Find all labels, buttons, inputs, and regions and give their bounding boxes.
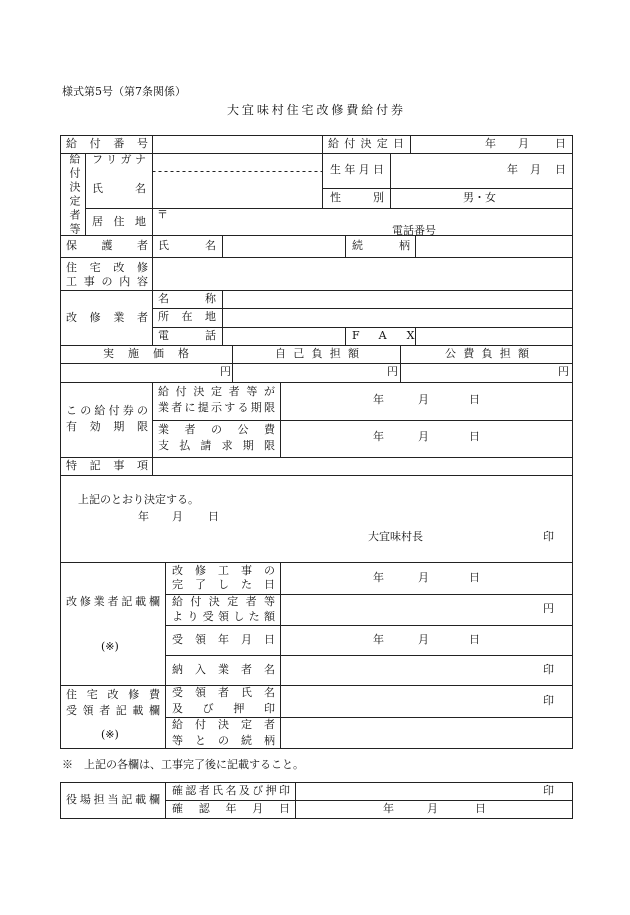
contractor-phone-label: 電話 <box>158 329 216 342</box>
office-label: 役場担当記載欄 <box>66 793 160 806</box>
receipt-year: 年 <box>373 633 384 646</box>
self-pay-label: 自己負担額 <box>275 347 359 360</box>
received-amount-line2: より受領した額 <box>172 610 275 623</box>
issuer-name: 大宜味村長 <box>368 530 423 543</box>
decision-day: 日 <box>208 510 219 523</box>
validity-label-line1: この給付券の <box>66 404 148 417</box>
contractor-label: 改修業者 <box>66 311 148 324</box>
guardian-relation-label: 続柄 <box>352 239 410 252</box>
postal-mark: 〒 <box>157 208 168 221</box>
confirm-date-label: 確認年月日 <box>172 802 290 815</box>
self-pay-yen: 円 <box>387 365 398 378</box>
receipt-date-label: 受領年月日 <box>172 633 275 646</box>
claim-deadline-month: 月 <box>418 430 429 443</box>
gender-options: 男・女 <box>463 191 496 204</box>
completion-year: 年 <box>373 571 384 584</box>
present-deadline-year: 年 <box>373 393 384 406</box>
claim-deadline-day: 日 <box>469 430 480 443</box>
completion-date-line2: 完了した日 <box>172 578 275 591</box>
validity-label-line2: 有効期限 <box>66 420 148 433</box>
contractor-fax-label: FAX <box>352 329 435 342</box>
decision-date-day: 日 <box>555 137 566 150</box>
recipient-name-label: 氏名 <box>92 182 146 195</box>
contractor-address-label: 所在地 <box>158 310 216 323</box>
present-deadline-line1: 給付決定者等が <box>158 385 275 398</box>
signer-label-line2: 及び押印 <box>172 702 275 715</box>
recipient-section-label: 給付決定者等 <box>68 153 81 234</box>
decision-month: 月 <box>172 510 183 523</box>
decision-date-label: 給付決定日 <box>328 137 404 150</box>
public-pay-yen: 円 <box>558 365 569 378</box>
contractor-name-label: 名称 <box>158 292 216 305</box>
birthdate-label: 生年月日 <box>330 163 384 176</box>
remarks-label: 特記事項 <box>66 459 148 472</box>
recipient-entry-label-line1: 住宅改修費 <box>66 688 160 701</box>
receipt-month: 月 <box>418 633 429 646</box>
recipient-entry-note-mark: (※) <box>101 728 119 741</box>
signer-label-line1: 受領者氏名 <box>172 686 275 699</box>
form-title: 大宜味村住宅改修費給付券 <box>227 103 403 117</box>
birthdate-day: 日 <box>555 163 566 176</box>
guardian-label: 保護者 <box>66 239 148 252</box>
signer-seal: 印 <box>543 694 554 707</box>
gender-label: 性別 <box>330 191 384 204</box>
claim-deadline-line2: 支払請求期限 <box>158 439 275 452</box>
confirmer-label: 確認者氏名及び押印 <box>172 784 290 797</box>
completion-day: 日 <box>469 571 480 584</box>
guardian-name-label: 氏名 <box>158 239 216 252</box>
birthdate-year: 年 <box>507 163 518 176</box>
completion-month: 月 <box>418 571 429 584</box>
issuer-seal: 印 <box>543 530 554 543</box>
receipt-day: 日 <box>469 633 480 646</box>
received-amount-line1: 給付決定者等 <box>172 595 275 608</box>
relation-label-line2: 等との続柄 <box>172 734 275 747</box>
recipient-entry-label-line2: 受領者記載欄 <box>66 704 160 717</box>
birthdate-month: 月 <box>530 163 541 176</box>
decision-date-year: 年 <box>485 137 496 150</box>
decision-year: 年 <box>138 510 149 523</box>
completion-date-line1: 改修工事の <box>172 564 275 577</box>
form-number: 様式第5号（第7条関係） <box>62 85 186 98</box>
present-deadline-line2: 業者に提示する期限 <box>158 401 275 414</box>
relation-label-line1: 給付決定者 <box>172 718 275 731</box>
present-deadline-day: 日 <box>469 393 480 406</box>
total-price-yen: 円 <box>220 365 231 378</box>
recipient-phone-label: 電話番号 <box>392 224 436 237</box>
claim-deadline-year: 年 <box>373 430 384 443</box>
decision-date-month: 月 <box>518 137 529 150</box>
work-content-label-line1: 住宅改修 <box>66 261 148 274</box>
confirm-day: 日 <box>475 802 486 815</box>
confirmer-seal: 印 <box>543 784 554 797</box>
received-amount-yen: 円 <box>543 602 554 615</box>
recipient-address-label: 居住地 <box>92 215 146 228</box>
present-deadline-month: 月 <box>418 393 429 406</box>
vendor-name-label: 納入業者名 <box>172 663 275 676</box>
total-price-label: 実施価格 <box>103 347 189 360</box>
contractor-entry-note-mark: (※) <box>101 640 119 653</box>
work-content-label-line2: 工事の内容 <box>66 275 148 288</box>
vendor-seal: 印 <box>543 663 554 676</box>
claim-deadline-line1: 業者の公費 <box>158 423 275 436</box>
confirm-month: 月 <box>427 802 438 815</box>
contractor-entry-label: 改修業者記載欄 <box>66 595 160 608</box>
public-pay-label: 公費負担額 <box>445 347 529 360</box>
footnote: ※ 上記の各欄は、工事完了後に記載すること。 <box>62 758 304 771</box>
decision-statement: 上記のとおり決定する。 <box>78 493 199 506</box>
furigana-label: フリガナ <box>92 153 146 166</box>
confirm-year: 年 <box>383 802 394 815</box>
grant-number-label: 給付番号 <box>66 137 148 150</box>
